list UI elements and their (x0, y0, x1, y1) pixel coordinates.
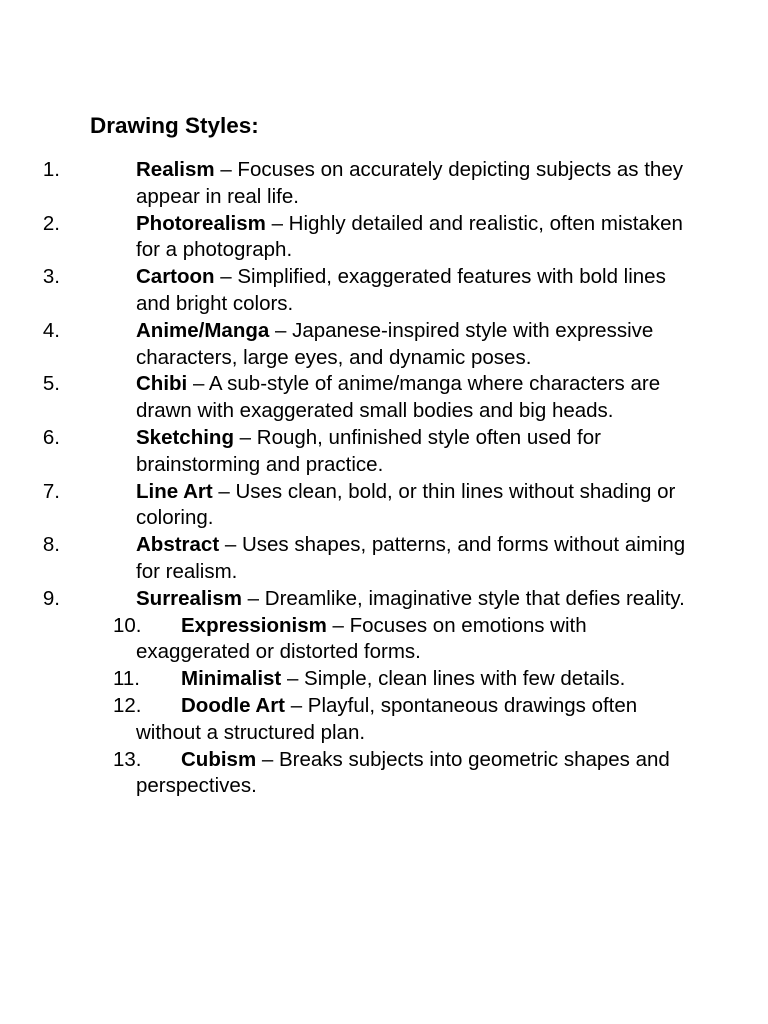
list-item (0, 586, 696, 613)
list-item-description: – Dreamlike, imaginative style that defies reality. (241, 586, 685, 610)
list-item-term: Minimalist (181, 667, 282, 691)
list-item-number: 11. (113, 667, 140, 691)
list-item-description: – Japanese-inspired style with expressive characters, large eyes, and dynamic poses. (136, 318, 654, 369)
list-item (0, 318, 696, 372)
list-item (0, 747, 696, 801)
list-item-number: 10. (113, 613, 142, 637)
list-item-term: Realism (136, 158, 215, 181)
list-item-number: 12. (113, 693, 142, 717)
document-heading: Drawing Styles: (90, 113, 259, 138)
list-item-number: 9. (42, 586, 60, 610)
list-item (0, 425, 696, 479)
list-item (0, 371, 696, 425)
list-item-description: – Simple, clean lines with few details. (281, 667, 626, 691)
list-item-term: Photorealism (136, 211, 266, 235)
list-item-description: – Breaks subjects into geometric shapes and perspectives. (136, 747, 670, 798)
list-item (0, 211, 696, 265)
list-item-number: 4. (42, 318, 60, 342)
list-item-term: Surrealism (136, 586, 242, 610)
list-item-number: 5. (42, 372, 60, 396)
list-item-term: Cubism (181, 747, 257, 771)
list-item-description: – Focuses on accurately depicting subjects as they appear in real life. (136, 158, 683, 208)
list-item (0, 666, 696, 693)
list-item-description: – Focuses on emotions with exaggerated or distorted forms. (136, 613, 587, 664)
list-item-number: 8. (42, 533, 60, 557)
list-item-number: 6. (42, 425, 60, 449)
list-item-term: Abstract (136, 533, 220, 557)
list-item (0, 532, 696, 586)
list-item-number: 3. (42, 265, 60, 289)
drawing-styles-list (0, 157, 768, 800)
list-item (0, 157, 696, 211)
list-item-term: Expressionism (181, 613, 327, 637)
list-item-description: – Rough, unfinished style often used for brainstorming and practice. (136, 425, 601, 476)
list-item-description: – A sub-style of anime/manga where characters are drawn with exaggerated small bodies and big heads. (136, 372, 661, 423)
list-item-description: – Simplified, exaggerated features with bold lines and bright colors. (136, 265, 666, 315)
list-item (0, 264, 696, 318)
list-item-term: Chibi (136, 372, 188, 396)
list-item-term: Line Art (136, 479, 213, 503)
list-item-term: Cartoon (136, 265, 215, 289)
list-item-description: – Highly detailed and realistic, often mistaken for a photograph. (136, 211, 683, 262)
list-item-number: 7. (42, 479, 60, 503)
list-item (0, 613, 696, 667)
list-item-number: 13. (113, 747, 142, 771)
list-item-number: 1. (42, 158, 60, 181)
list-item-number: 2. (42, 211, 60, 235)
list-item (0, 479, 696, 533)
list-item-description: – Uses clean, bold, or thin lines without shading or coloring. (136, 479, 676, 530)
list-item-description: – Playful, spontaneous drawings often without a structured plan. (136, 693, 638, 744)
list-item-term: Sketching (136, 425, 234, 449)
list-item-term: Doodle Art (181, 693, 286, 717)
list-item (0, 693, 696, 747)
list-item-description: – Uses shapes, patterns, and forms without aiming for realism. (136, 533, 686, 583)
list-item-term: Anime/Manga (136, 318, 270, 342)
